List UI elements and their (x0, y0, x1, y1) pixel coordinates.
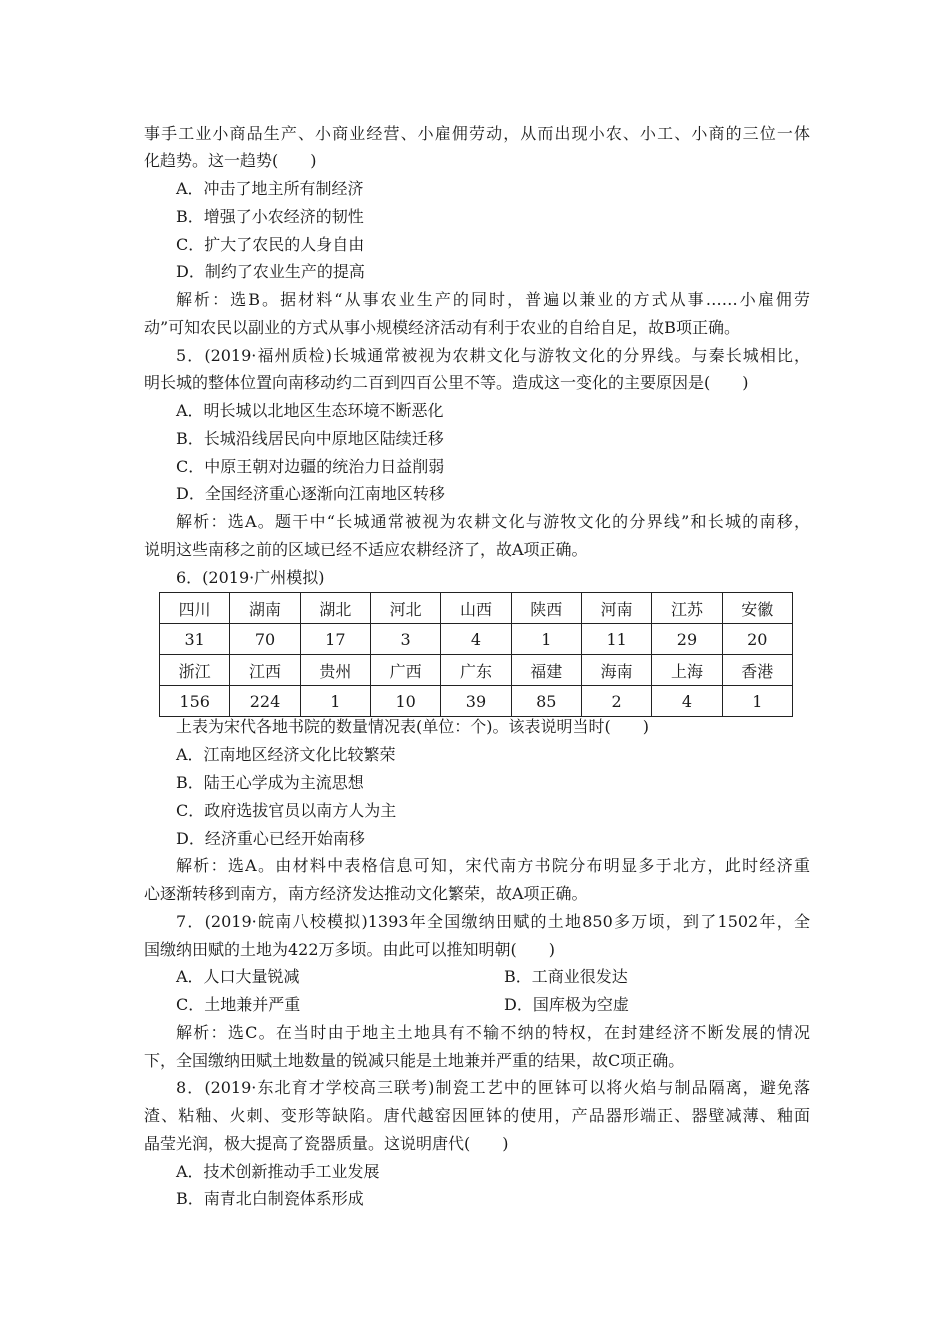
q7-option-a: A．人口大量锐减 (176, 967, 300, 986)
q5-option-c: C．中原王朝对边疆的统治力日益削弱 (176, 457, 445, 476)
table-cell: 20 (722, 624, 792, 655)
q7-option-d: D．国库极为空虚 (504, 995, 629, 1014)
table-cell: 陕西 (511, 593, 581, 624)
q4-stem-line-1: 事手工业小商品生产、小商业经营、小雇佣劳动，从而出现小农、小工、小商的三位一体 (144, 124, 810, 143)
table-cell: 香港 (722, 655, 792, 686)
q4-stem-line-2: 化趋势。这一趋势( ) (144, 151, 317, 170)
table-cell: 3 (370, 624, 440, 655)
q5-answer-line-2: 说明这些南移之前的区域已经不适应农耕经济了，故A项正确。 (144, 540, 588, 559)
q8-stem-line-2: 渣、粘釉、火刺、变形等缺陷。唐代越窑因匣钵的使用，产品器形端正、器壁减薄、釉面 (144, 1106, 810, 1125)
table-cell: 河南 (581, 593, 651, 624)
table-cell: 29 (652, 624, 722, 655)
q6-option-c: C．政府选拔官员以南方人为主 (176, 801, 397, 820)
table-cell: 四川 (160, 593, 230, 624)
q4-option-a: A．冲击了地主所有制经济 (176, 179, 364, 198)
q6-option-d: D．经济重心已经开始南移 (176, 829, 365, 848)
q4-option-b: B．增强了小农经济的韧性 (176, 207, 364, 226)
q4-answer-line-2: 动”可知农民以副业的方式从事小规模经济活动有利于农业的自给自足，故B项正确。 (144, 318, 740, 337)
q7-option-c: C．土地兼并严重 (176, 995, 301, 1014)
table-cell: 39 (441, 686, 511, 717)
table-cell: 4 (652, 686, 722, 717)
q7-stem-line-2: 国缴纳田赋的土地为422万多顷。由此可以推知明朝( ) (144, 940, 556, 959)
table-cell: 70 (230, 624, 300, 655)
table-cell: 1 (511, 624, 581, 655)
q5-stem-line-2: 明长城的整体位置向南移动约二百到四百公里不等。造成这一变化的主要原因是( ) (144, 373, 749, 392)
q5-answer-line-1: 解析：选A。题干中“长城通常被视为农耕文化与游牧文化的分界线”和长城的南移， (176, 512, 810, 531)
q8-option-b: B．南青北白制瓷体系形成 (176, 1189, 364, 1208)
q7-stem-line-1: 7．(2019·皖南八校模拟)1393年全国缴纳田赋的土地850多万顷，到了1502年，全 (176, 912, 810, 931)
q4-option-d: D．制约了农业生产的提高 (176, 262, 365, 281)
q5-option-b: B．长城沿线居民向中原地区陆续迁移 (176, 429, 444, 448)
q4-option-c: C．扩大了农民的人身自由 (176, 235, 365, 254)
table-cell: 湖南 (230, 593, 300, 624)
table-cell: 17 (300, 624, 370, 655)
table-cell: 1 (300, 686, 370, 717)
table-cell: 1 (722, 686, 792, 717)
q5-stem-line-1: 5．(2019·福州质检)长城通常被视为农耕文化与游牧文化的分界线。与秦长城相比， (176, 346, 810, 365)
table-cell: 11 (581, 624, 651, 655)
table-cell: 10 (370, 686, 440, 717)
q7-answer-line-1: 解析：选C。在当时由于地主土地具有不输不纳的特权，在封建经济不断发展的情况 (176, 1023, 810, 1042)
table-cell: 上海 (652, 655, 722, 686)
q6-answer-line-1: 解析：选A。由材料中表格信息可知，宋代南方书院分布明显多于北方，此时经济重 (176, 856, 810, 875)
table-cell: 江苏 (652, 593, 722, 624)
table-cell: 河北 (370, 593, 440, 624)
table-cell: 海南 (581, 655, 651, 686)
q5-option-d: D．全国经济重心逐渐向江南地区转移 (176, 484, 445, 503)
table-cell: 4 (441, 624, 511, 655)
table-cell: 湖北 (300, 593, 370, 624)
q8-stem-line-3: 晶莹光润，极大提高了瓷器质量。这说明唐代( ) (144, 1134, 509, 1153)
table-cell: 广西 (370, 655, 440, 686)
table-row (160, 624, 793, 655)
table-row (160, 686, 793, 717)
q4-answer-line-1: 解析：选B。据材料“从事农业生产的同时，普遍以兼业的方式从事……小雇佣劳 (176, 290, 810, 309)
table-row (160, 593, 793, 624)
q6-stem-line-2: 上表为宋代各地书院的数量情况表(单位：个)。该表说明当时( ) (176, 717, 649, 736)
q6-answer-line-2: 心逐渐转移到南方，南方经济发达推动文化繁荣，故A项正确。 (144, 884, 588, 903)
table-cell: 贵州 (300, 655, 370, 686)
q7-option-b: B．工商业很发达 (504, 967, 628, 986)
q8-stem-line-1: 8．(2019·东北育才学校高三联考)制瓷工艺中的匣钵可以将火焰与制品隔离，避免落 (176, 1078, 810, 1097)
table-cell: 安徽 (722, 593, 792, 624)
academies-table (159, 592, 793, 717)
q6-stem-line-1: 6．(2019·广州模拟) (176, 568, 325, 587)
table-row (160, 655, 793, 686)
q6-option-a: A．江南地区经济文化比较繁荣 (176, 745, 396, 764)
table-cell: 224 (230, 686, 300, 717)
table-cell: 江西 (230, 655, 300, 686)
table-cell: 山西 (441, 593, 511, 624)
q5-option-a: A．明长城以北地区生态环境不断恶化 (176, 401, 444, 420)
table-cell: 福建 (511, 655, 581, 686)
table-cell: 浙江 (160, 655, 230, 686)
table-cell: 2 (581, 686, 651, 717)
table-cell: 31 (160, 624, 230, 655)
q7-answer-line-2: 下，全国缴纳田赋土地数量的锐减只能是土地兼并严重的结果，故C项正确。 (144, 1051, 685, 1070)
table-cell: 广东 (441, 655, 511, 686)
q8-option-a: A．技术创新推动手工业发展 (176, 1162, 380, 1181)
table-cell: 85 (511, 686, 581, 717)
q6-option-b: B．陆王心学成为主流思想 (176, 773, 364, 792)
table-cell: 156 (160, 686, 230, 717)
